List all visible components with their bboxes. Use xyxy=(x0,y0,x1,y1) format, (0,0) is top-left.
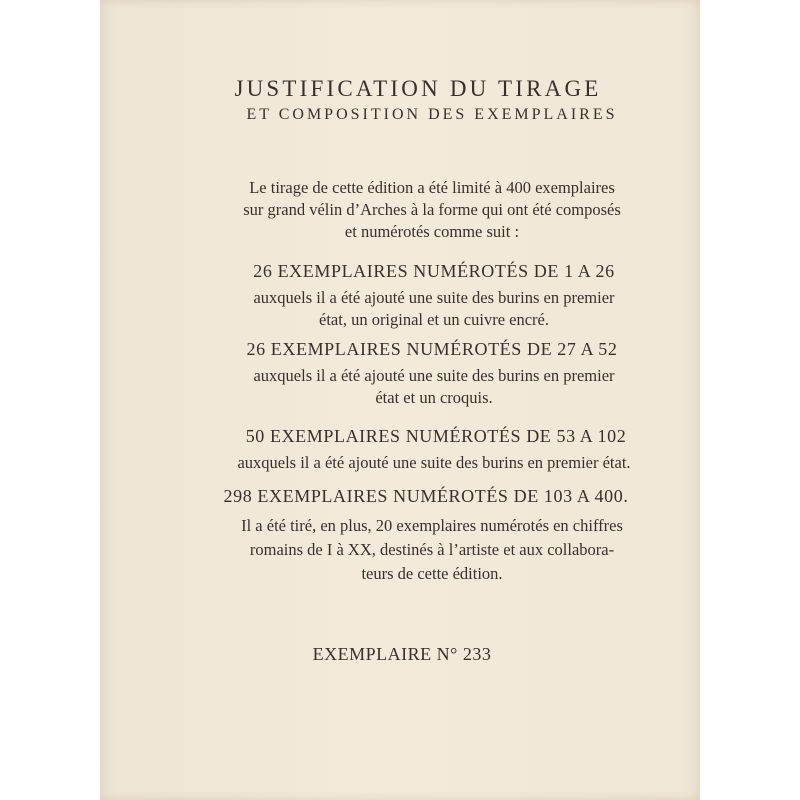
section-line: auxquels il a été ajouté une suite des burins en premier xyxy=(253,366,615,385)
section-heading-3: 50 EXEMPLAIRES NUMÉROTÉS DE 53 A 102 xyxy=(245,426,627,446)
section-line: auxquels il a été ajouté une suite des burins en premier état. xyxy=(237,453,631,472)
section-heading-1: 26 EXEMPLAIRES NUMÉROTÉS DE 1 A 26 xyxy=(253,261,615,281)
section-body-3 xyxy=(134,452,734,474)
intro-line: Le tirage de cette édition a été limité à 400 exemplaires xyxy=(249,178,615,197)
intro-paragraph xyxy=(132,177,732,243)
section-heading-4: 298 EXEMPLAIRES NUMÉROTÉS DE 103 A 400. xyxy=(223,486,629,506)
additional-paragraph xyxy=(132,514,732,586)
intro-line: et numérotés comme suit : xyxy=(344,222,520,241)
section-line: état et un croquis. xyxy=(375,388,493,407)
page-title: JUSTIFICATION DU TIRAGE xyxy=(234,76,602,101)
section-heading-2: 26 EXEMPLAIRES NUMÉROTÉS DE 27 A 52 xyxy=(246,339,618,359)
section-body-1 xyxy=(134,287,734,331)
copy-number: EXEMPLAIRE N° 233 xyxy=(312,644,492,664)
section-line: auxquels il a été ajouté une suite des burins en premier xyxy=(253,288,615,307)
additional-line: romains de I à XX, destinés à l’artiste et aux collabora- xyxy=(249,540,615,559)
book-page xyxy=(100,0,700,800)
section-body-2 xyxy=(134,365,734,409)
intro-line: sur grand vélin d’Arches à la forme qui ont été composés xyxy=(243,200,621,219)
additional-line: teurs de cette édition. xyxy=(361,564,503,583)
page-subtitle: ET COMPOSITION DES EXEMPLAIRES xyxy=(246,106,618,123)
additional-line: Il a été tiré, en plus, 20 exemplaires numérotés en chiffres xyxy=(241,516,623,535)
section-line: état, un original et un cuivre encré. xyxy=(319,310,549,329)
